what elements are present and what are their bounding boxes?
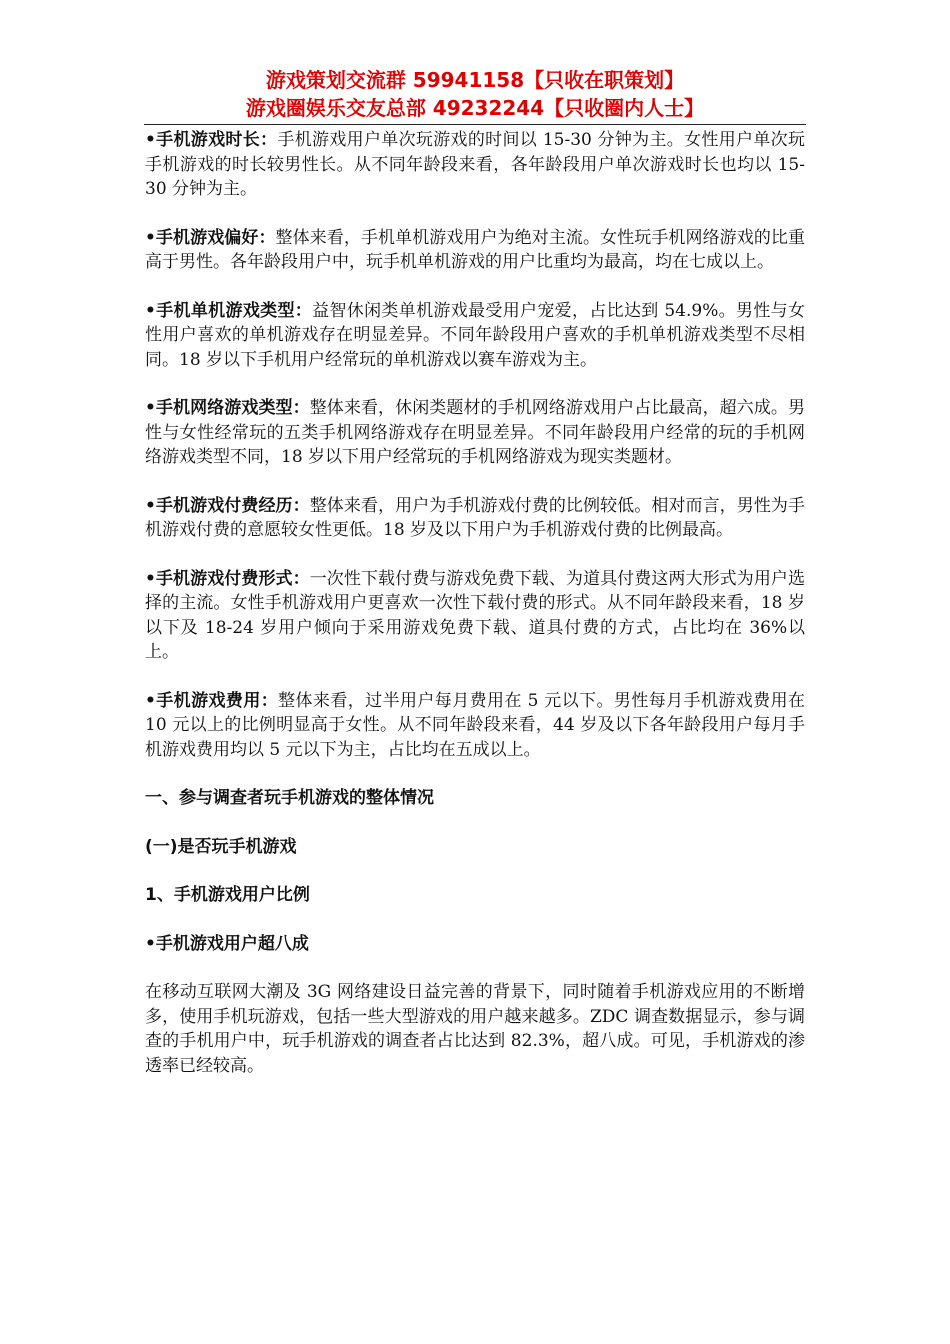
body-paragraph: 在移动互联网大潮及 3G 网络建设日益完善的背景下，同时随着手机游戏应用的不断增多，使用手机玩游戏，包括一些大型游戏的用户越来越多。ZDC 调查数据显示，参与调查的手机用户中，玩手机游戏的调查者占比达到 82.3%，超八成。可见，手机游戏的渗透率已经较高。 [145,982,805,1076]
paragraph-lead: •手机游戏偏好： [145,227,276,248]
summary-paragraph [145,567,805,665]
paragraph-text: 整体来看，用户为手机游戏付费的比例较低。相对而言，男性为手机游戏付费的意愿较女性更低。18 岁及以下用户为手机游戏付费的比例最高。 [145,495,806,540]
paragraph-text: 手机游戏用户单次玩游戏的时间以 15-30 分钟为主。女性用户单次玩手机游戏的时长较男性长。从不同年龄段来看，各年龄段用户单次游戏时长也均以 15-30 分钟为主。 [145,130,805,199]
section-heading: 一、参与调查者玩手机游戏的整体情况 [145,788,434,808]
summary-paragraph [145,494,805,543]
summary-paragraph [145,299,805,373]
paragraph-text: 整体来看，休闲类题材的手机网络游戏用户占比最高，超六成。男性与女性经常玩的五类手机网络游戏存在明显差异。不同年龄段用户经常的玩的手机网络游戏类型不同，18 岁以下用户经常玩的手机网络游戏为现实类题材。 [145,398,806,467]
paragraph-lead: •手机游戏付费形式： [145,568,310,589]
paragraph-lead: •手机游戏费用： [145,690,279,711]
paragraph-lead: •手机游戏付费经历： [145,495,310,516]
paragraph-lead: •手机网络游戏类型： [145,398,310,418]
summary-paragraph [145,226,805,275]
paragraph-text: 整体来看，手机单机游戏用户为绝对主流。女性玩手机网络游戏的比重高于男性。各年龄段用户中，玩手机单机游戏的用户比重均为最高，均在七成以上。 [145,227,805,272]
paragraph-lead: •手机单机游戏类型： [145,300,313,321]
paragraph-text: 一次性下载付费与游戏免费下载、为道具付费这两大形式为用户选择的主流。女性手机游戏用户更喜欢一次性下载付费的形式。从不同年龄段来看，18 岁以下及 18-24 岁用户倾向于采用游戏免费下载、道具付费的方式，占比均在 36%以上。 [145,568,806,662]
paragraph-lead: •手机游戏时长： [145,130,278,150]
item-heading: 1、手机游戏用户比例 [145,885,310,905]
summary-paragraph [145,689,805,763]
subsection-heading: (一)是否玩手机游戏 [145,836,297,857]
header-line-2: 游戏圈娱乐交友总部 49232244【只收圈内人士】 [245,96,705,120]
document-body [145,128,805,1102]
paragraph-text: 整体来看，过半用户每月费用在 5 元以下。男性每月手机游戏费用在 10 元以上的比例明显高于女性。从不同年龄段来看，44 岁及以下各年龄段用户每月手机游戏费用均以 5 元以下为主，占比均在五成以上。 [145,690,805,760]
summary-paragraph [145,128,805,202]
bullet-heading: •手机游戏用户超八成 [145,933,309,954]
page-header [0,66,950,122]
paragraph-text: 益智休闲类单机游戏最受用户宠爱，占比达到 54.9%。男性与女性用户喜欢的单机游戏存在明显差异。不同年龄段用户喜欢的手机单机游戏类型不尽相同。18 岁以下手机用户经常玩的单机游戏以赛车游戏为主。 [145,300,805,370]
summary-paragraph [145,396,805,470]
header-divider [144,124,806,125]
header-line-1: 游戏策划交流群 59941158【只收在职策划】 [265,68,685,92]
